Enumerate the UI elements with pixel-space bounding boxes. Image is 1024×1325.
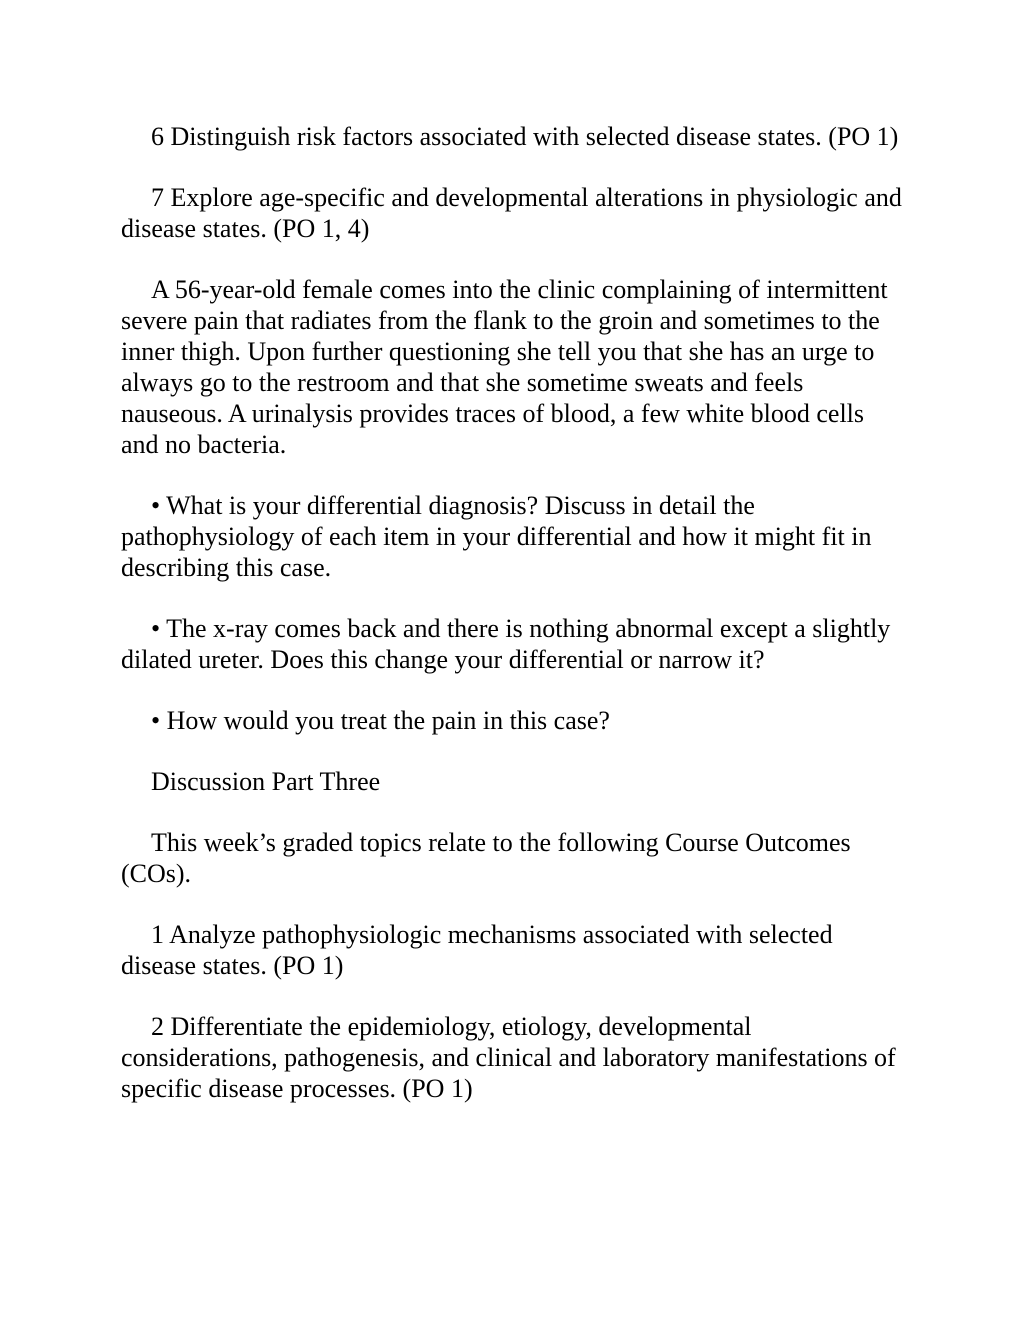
case-scenario-paragraph: A 56-year-old female comes into the clinic complaining of intermittent severe pain that radiates from the flank to the groin and sometimes to the inner thigh. Upon further questioning she tell you that she has an urge to always go to the restroom and that she sometime sweats and feels nauseous. A urinalysis provides traces of blood, a few white blood cells and no bacteria. <box>121 275 888 459</box>
section-heading: Discussion Part Three <box>151 767 381 796</box>
outcome-7-paragraph: 7 Explore age-specific and developmental alterations in physiologic and disease states. (PO 1, 4) <box>121 183 902 243</box>
document-body <box>121 121 903 1134</box>
outcome-2-paragraph: 2 Differentiate the epidemiology, etiology, developmental considerations, pathogenesis, and clinical and laboratory manifestations of specific disease processes. (PO 1) <box>121 1012 896 1103</box>
outcome-1-paragraph: 1 Analyze pathophysiologic mechanisms associated with selected disease states. (PO 1) <box>121 920 833 980</box>
course-outcomes-intro: This week’s graded topics relate to the following Course Outcomes (COs). <box>121 828 851 888</box>
outcome-6-paragraph: 6 Distinguish risk factors associated with selected disease states. (PO 1) <box>151 122 899 151</box>
question-pain-treatment: • How would you treat the pain in this case? <box>151 706 610 735</box>
question-differential-diagnosis: • What is your differential diagnosis? Discuss in detail the pathophysiology of each item in your differential and how it might fit in describing this case. <box>121 491 872 582</box>
question-xray-result: • The x-ray comes back and there is nothing abnormal except a slightly dilated ureter. Does this change your differential or narrow it? <box>121 614 891 674</box>
